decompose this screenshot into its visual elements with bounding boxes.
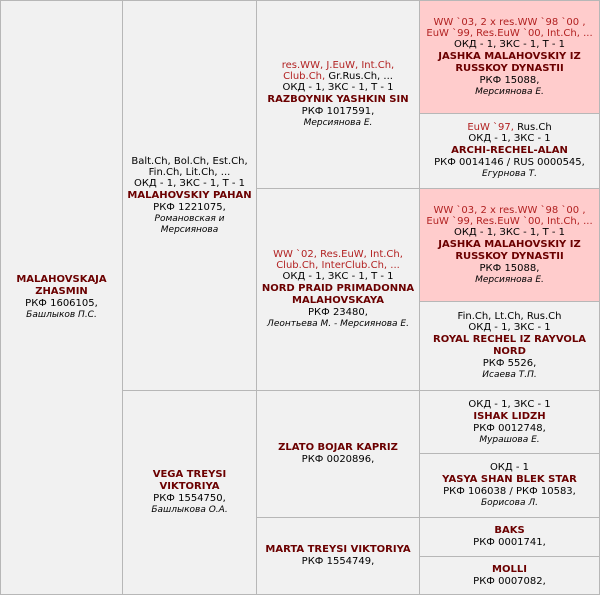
dsd-owner: Борисова Л. xyxy=(480,498,538,508)
ds-cell xyxy=(256,390,420,518)
dam-name[interactable]: VEGA TREYSI VIKTORIYA xyxy=(152,469,227,492)
dss-name[interactable]: ISHAK LIDZH xyxy=(473,410,546,422)
sd-owner: Леонтьева М. - Мерсиянова Е. xyxy=(267,319,409,329)
sd-name[interactable]: NORD PRAID PRIMADONNA MALAHOVSKAYA xyxy=(261,283,415,306)
sire-reg: РКФ 1221075, xyxy=(153,201,226,213)
sds-reg: РКФ 15088, xyxy=(479,262,540,274)
dss-owner: Мурашова Е. xyxy=(479,434,540,445)
dog-name[interactable]: MALAHOVSKAJA ZHASMIN xyxy=(16,274,107,297)
sdd-cell xyxy=(419,301,600,391)
sire-titles: Balt.Ch, Bol.Ch, Est.Ch, Fin.Ch, Lit.Ch, ... xyxy=(131,155,248,178)
ssd-name[interactable]: ARCHI-RECHEL-ALAN xyxy=(451,145,568,156)
ssd-titles-red: EuW `97, xyxy=(467,122,514,133)
dog-reg: РКФ 1606105, xyxy=(25,298,98,309)
ss-exams: ОКД - 1, ЗКС - 1, Т - 1 xyxy=(282,82,394,93)
ss-cell xyxy=(256,0,420,189)
dds-reg: РКФ 0001741, xyxy=(473,537,546,548)
sdd-exams: ОКД - 1, ЗКС - 1 xyxy=(468,322,551,333)
dsd-name[interactable]: YASYA SHAN BLEK STAR xyxy=(442,474,577,485)
sss-cell xyxy=(419,0,600,114)
sss-name[interactable]: JASHKA MALAHOVSKIY IZ RUSSKOY DYNASTII xyxy=(438,50,581,74)
dog-owner: Башлыков П.С. xyxy=(26,310,97,320)
ss-titles-dark: Gr.Rus.Ch, ... xyxy=(328,71,393,82)
sd-cell xyxy=(256,188,420,391)
dam-owner: Башлыкова О.А. xyxy=(151,505,228,515)
ddd-cell xyxy=(419,556,600,595)
ss-name[interactable]: RAZBOYNIK YASHKIN SIN xyxy=(267,94,409,105)
sds-exams: ОКД - 1, ЗКС - 1, Т - 1 xyxy=(453,226,566,238)
ssd-reg: РКФ 0014146 / RUS 0000545, xyxy=(434,157,585,168)
dss-reg: РКФ 0012748, xyxy=(473,422,546,434)
dam-cell xyxy=(122,390,257,595)
sss-exams: ОКД - 1, ЗКС - 1, Т - 1 xyxy=(453,38,566,50)
sdd-titles: Fin.Ch, Lt.Ch, Rus.Ch xyxy=(457,311,562,322)
dds-cell xyxy=(419,517,600,557)
dsd-cell xyxy=(419,453,600,518)
ss-reg: РКФ 1017591, xyxy=(301,106,375,117)
sds-titles: WW `03, 2 x res.WW `98 `00 , EuW `99, Res.EuW `00, Int.Ch, ... xyxy=(426,204,593,227)
ds-reg: РКФ 0020896, xyxy=(301,454,375,465)
dds-name[interactable]: BAKS xyxy=(494,525,525,536)
ssd-titles-dark: Rus.Ch xyxy=(517,122,552,133)
sd-reg: РКФ 23480, xyxy=(308,307,368,318)
ddd-name[interactable]: MOLLI xyxy=(492,563,527,575)
ssd-exams: ОКД - 1, ЗКС - 1 xyxy=(468,133,551,144)
sss-titles: WW `03, 2 x res.WW `98 `00 , EuW `99, Res.EuW `00, Int.Ch, ... xyxy=(426,16,593,39)
ssd-titles xyxy=(467,122,551,133)
sdd-reg: РКФ 5526, xyxy=(482,358,537,369)
sss-reg: РКФ 15088, xyxy=(479,74,540,86)
sire-exams: ОКД - 1, ЗКС - 1, Т - 1 xyxy=(133,177,246,189)
sd-exams: ОКД - 1, ЗКС - 1, Т - 1 xyxy=(282,271,394,282)
dsd-exams: ОКД - 1 xyxy=(489,462,530,473)
sds-cell xyxy=(419,188,600,302)
dss-exams: ОКД - 1, ЗКС - 1 xyxy=(468,398,551,410)
ss-owner: Мерсиянова Е. xyxy=(303,118,373,128)
sdd-owner: Исаева Т.П. xyxy=(482,370,537,380)
ss-titles-red: res.WW, J.EuW, Int.Ch, Club.Ch, xyxy=(281,60,395,82)
dss-cell xyxy=(419,390,600,454)
ds-name[interactable]: ZLATO BOJAR KAPRIZ xyxy=(278,442,398,453)
sire-cell xyxy=(122,0,257,391)
ssd-cell xyxy=(419,113,600,189)
sd-titles: WW `02, Res.EuW, Int.Ch, Club.Ch, InterClub.Ch, ... xyxy=(273,249,403,271)
dog-cell xyxy=(0,0,123,595)
dd-name[interactable]: MARTA TREYSI VIKTORIYA xyxy=(265,544,411,555)
sds-owner: Мерсиянова Е. xyxy=(475,274,544,285)
ddd-reg: РКФ 0007082, xyxy=(473,575,546,587)
dd-cell xyxy=(256,517,420,595)
sds-name[interactable]: JASHKA MALAHOVSKIY IZ RUSSKOY DYNASTII xyxy=(438,238,581,262)
dsd-reg: РКФ 106038 / РКФ 10583, xyxy=(443,486,576,497)
ss-titles xyxy=(260,60,416,82)
dam-reg: РКФ 1554750, xyxy=(153,493,226,504)
sire-owner: Романовская и Мерсиянова xyxy=(154,213,225,235)
ssd-owner: Егурнова Т. xyxy=(482,169,537,179)
sss-owner: Мерсиянова Е. xyxy=(475,86,544,97)
dd-reg: РКФ 1554749, xyxy=(301,556,375,567)
sdd-name[interactable]: ROYAL RECHEL IZ RAYVOLA NORD xyxy=(433,334,586,357)
sire-name[interactable]: MALAHOVSKIY PAHAN xyxy=(127,189,252,201)
